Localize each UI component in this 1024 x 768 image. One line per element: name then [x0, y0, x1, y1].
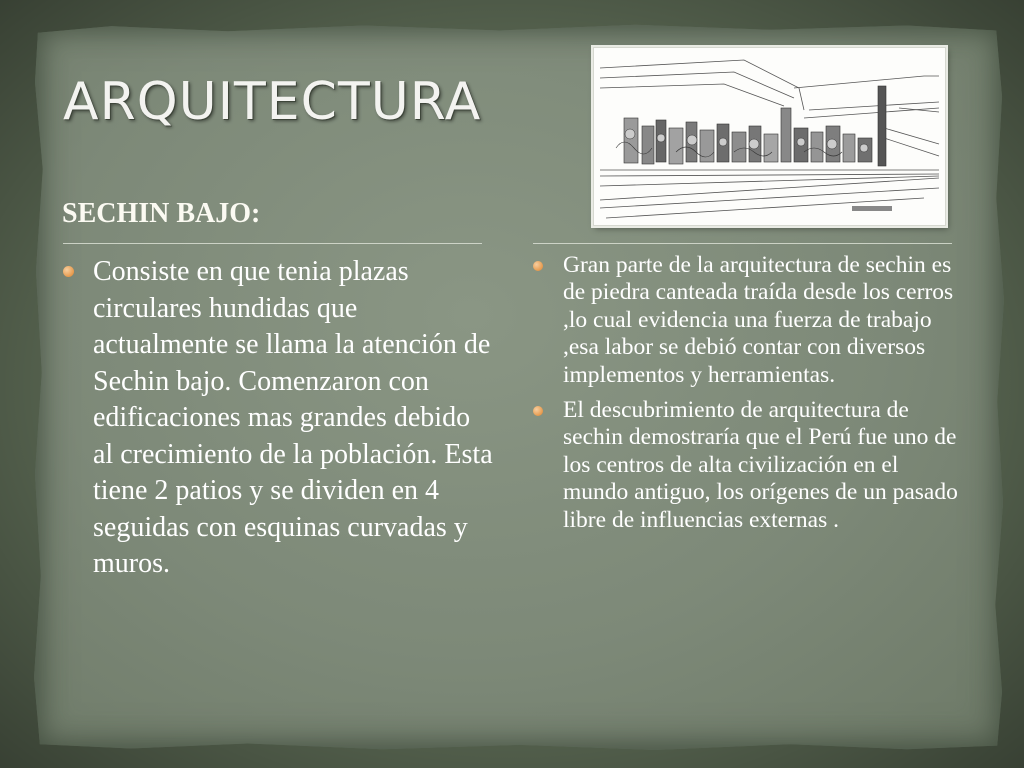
left-bullet-list	[63, 254, 495, 583]
list-item	[533, 397, 963, 534]
bullet-text: El descubrimiento de arquitectura de sechin demostraría que el Perú fue uno de los centros de alta civilización en el mundo antiguo, los orígenes de un pasado libre de influencias externas .	[563, 397, 958, 533]
divider-right	[533, 243, 952, 244]
list-item	[63, 254, 495, 583]
divider-left	[63, 243, 482, 244]
bullet-text: Consiste en que tenia plazas circulares hundidas que actualmente se llama la atención de Sechin bajo. Comenzaron con edificaciones mas grandes debido al crecimiento de la población. Esta tiene 2 patios y se dividen en 4 seguidas con esquinas curvadas y muros.	[93, 256, 493, 579]
section-heading: SECHIN BAJO:	[62, 198, 261, 229]
slide-title: ARQUITECTURA	[63, 72, 482, 132]
right-bullet-list	[533, 252, 963, 542]
bullet-dot-icon	[533, 261, 543, 271]
bullet-dot-icon	[533, 406, 543, 416]
bullet-text: Gran parte de la arquitectura de sechin es de piedra canteada traída desde los cerros ,lo cual evidencia una fuerza de trabajo ,esa labor se debió contar con diversos implementos y herramientas.	[563, 252, 954, 388]
list-item	[533, 252, 963, 389]
architecture-illustration	[593, 47, 946, 226]
bullet-dot-icon	[63, 266, 74, 277]
